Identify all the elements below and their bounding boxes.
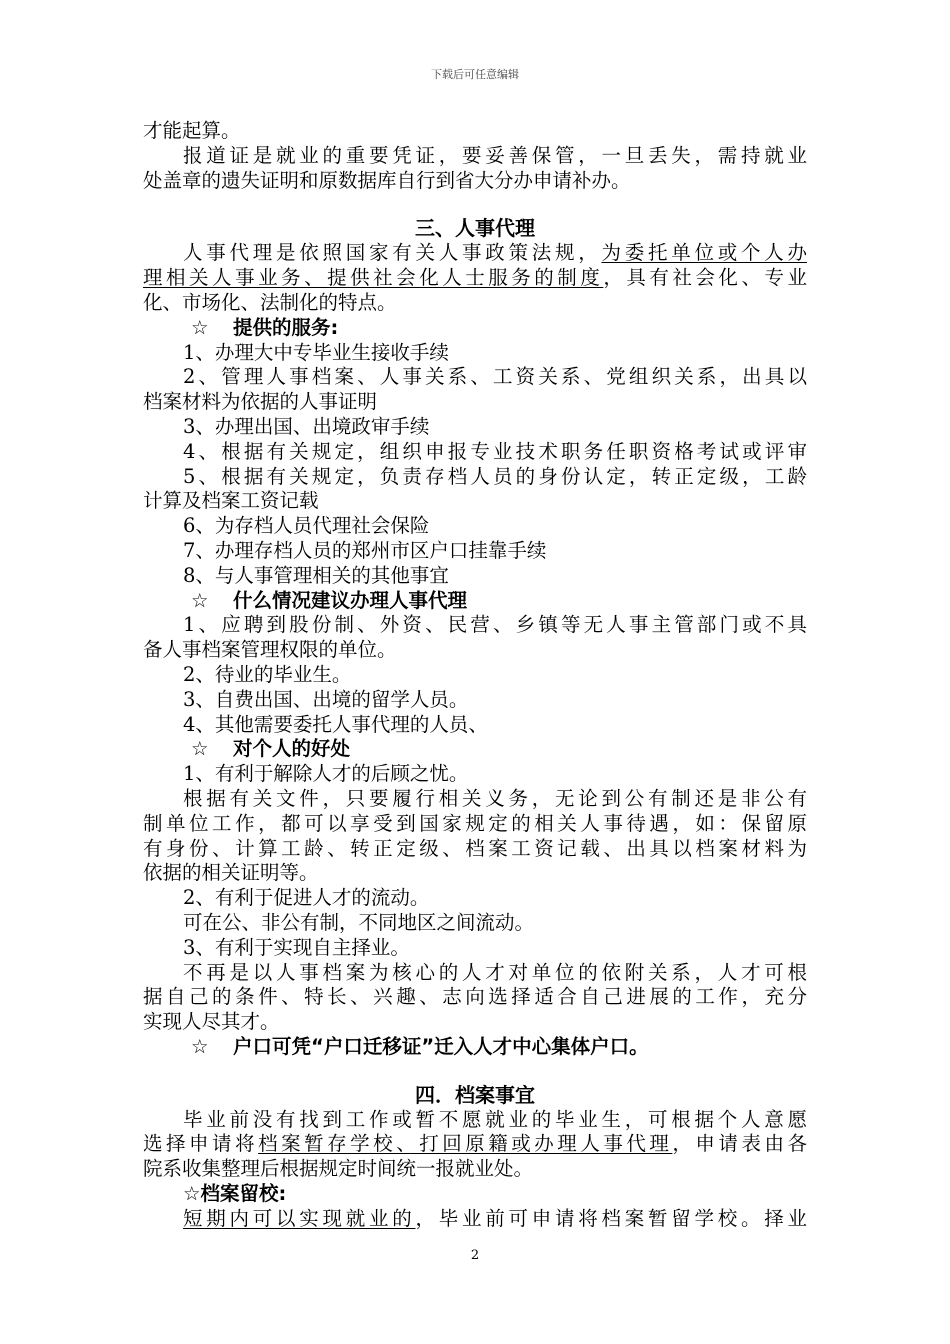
list-item-continuation: 档案材料为依据的人事证明: [143, 390, 378, 414]
paragraph-line: 有身份、计算工龄、转正定级、档案工资记载、出具以档案材料为: [143, 836, 807, 860]
paragraph-line: 处盖章的遗失证明和原数据库自行到省大分办申请补办。: [143, 168, 631, 192]
paragraph-line: 据自己的条件、特长、兴趣、志向选择适合自己进展的工作，充分: [143, 985, 807, 1009]
text-run: 人事代理是依照国家有关人事政策法规，: [183, 241, 602, 265]
paragraph-line: [143, 241, 807, 266]
star-icon: ☆: [191, 737, 209, 761]
paragraph-line: 毕业前没有找到工作或暂不愿就业的毕业生，可根据个人意愿: [183, 1107, 807, 1131]
list-item: 8、与人事管理相关的其他事宜: [183, 563, 449, 587]
list-item: 1、有利于解除人才的后顾之忧。: [183, 762, 469, 786]
paragraph-line: 实现人尽其才。: [143, 1010, 280, 1034]
paragraph-line: [143, 1132, 807, 1157]
list-item: 6、为存档人员代理社会保险: [183, 514, 430, 538]
underlined-text: 短期内可以实现就业的: [183, 1206, 416, 1230]
star-icon: ☆: [191, 315, 209, 339]
paragraph-line: 根据有关文件，只要履行相关义务，无论到公有制还是非公有: [183, 786, 807, 810]
list-item: 5、根据有关规定，负责存档人员的身份认定，转正定级，工龄: [183, 464, 807, 488]
paragraph-line: 化、市场化、法制化的特点。: [143, 290, 397, 314]
paragraph-line: 依据的相关证明等。: [143, 861, 319, 885]
list-item: 3、自费出国、出境的留学人员。: [183, 687, 469, 711]
list-item: 7、办理存档人员的郑州市区户口挂靠手续: [183, 538, 547, 562]
list-item: 1、应聘到股份制、外资、民营、乡镇等无人事主管部门或不具: [183, 613, 807, 637]
page-header: 下载后可任意编辑: [431, 68, 519, 81]
subheading-text: 什么情况建议办理人事代理: [233, 588, 468, 612]
section-heading-4: 四．档案事宜: [415, 1082, 535, 1107]
list-item: 2、管理人事档案、人事关系、工资关系、党组织关系，出具以: [183, 365, 807, 389]
list-item: 4、根据有关规定，组织申报专业技术职务任职资格考试或评审: [183, 439, 807, 463]
list-item: 2、有利于促进人才的流动。: [183, 886, 430, 910]
document-body: [143, 119, 807, 1232]
subheading-text: 户口可凭“户口迁移证”迁入人才中心集体户口。: [233, 1034, 649, 1058]
subheading-hukou: [143, 1035, 807, 1060]
list-item: 4、其他需要委托人事代理的人员、: [183, 712, 488, 736]
paragraph-line: 报道证是就业的重要凭证，要妥善保管，一旦丢失，需持就业: [183, 143, 807, 167]
subheading-services: [143, 316, 807, 341]
paragraph-line: 才能起算。: [143, 119, 241, 142]
paragraph-line: 不再是以人事档案为核心的人才对单位的依附关系，人才可根: [183, 960, 807, 984]
list-item-continuation: 计算及档案工资记载: [143, 489, 319, 513]
subheading-archive-stay: ☆档案留校:: [183, 1182, 287, 1206]
paragraph-line: [143, 1207, 807, 1232]
text-run: 选择申请将: [143, 1132, 259, 1156]
subheading-text: 对个人的好处: [233, 737, 351, 761]
list-item: 3、办理出国、出境政审手续: [183, 414, 430, 438]
text-run: ，申请表由各: [672, 1132, 807, 1156]
subheading-text: 提供的服务:: [233, 315, 339, 339]
paragraph-line: 制单位工作，都可以享受到国家规定的相关人事待遇，如：保留原: [143, 811, 807, 835]
underlined-text: 为委托单位或个人办: [601, 241, 807, 265]
subheading-when: [143, 589, 807, 614]
subheading-benefits: [143, 737, 807, 762]
underlined-text: 档案暂存学校、打回原籍或办理人事代理: [258, 1132, 673, 1156]
underlined-text: 理相关人事业务、提供社会化人士服务的制度: [143, 266, 604, 290]
star-icon: ☆: [191, 1034, 209, 1058]
list-item-continuation: 备人事档案管理权限的单位。: [143, 638, 397, 662]
star-icon: ☆: [191, 588, 209, 612]
list-item: 2、待业的毕业生。: [183, 662, 352, 686]
paragraph-line: 可在公、非公有制，不同地区之间流动。: [183, 910, 535, 934]
list-item: 3、有利于实现自主择业。: [183, 935, 410, 959]
paragraph-line: 院系收集整理后根据规定时间统一报就业处。: [143, 1157, 534, 1181]
text-run: ，具有社会化、专业: [603, 266, 807, 290]
page-number: 2: [470, 1248, 480, 1263]
text-run: ，毕业前可申请将档案暂留学校。择业: [415, 1206, 807, 1230]
paragraph-line: [143, 266, 807, 291]
section-heading-3: 三、人事代理: [415, 216, 535, 241]
list-item: 1、办理大中专毕业生接收手续: [183, 340, 449, 364]
